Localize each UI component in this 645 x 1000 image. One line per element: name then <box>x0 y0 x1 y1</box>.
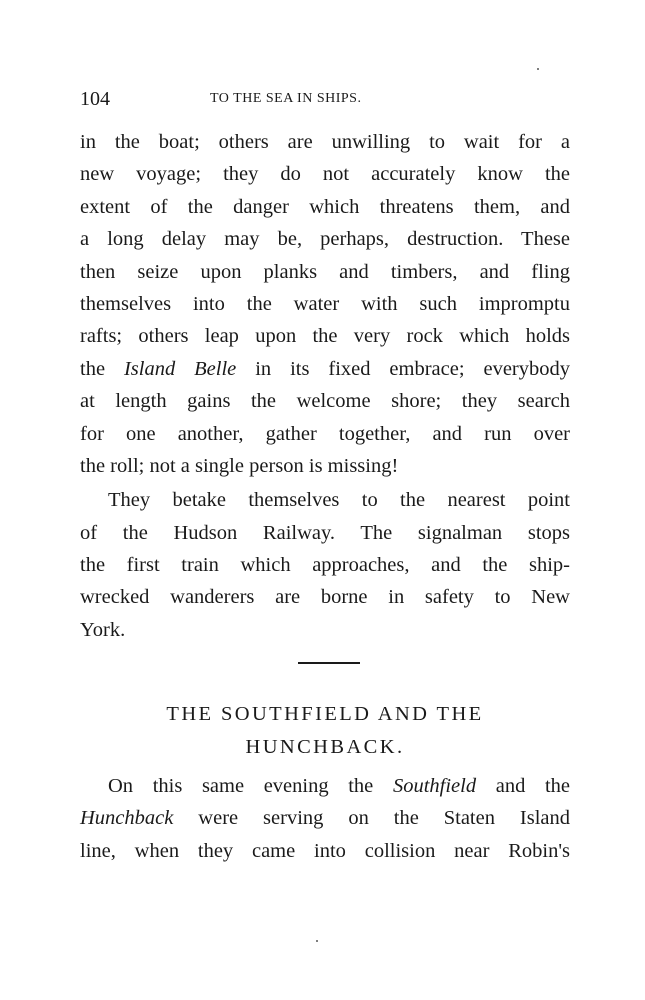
text-line: the first train which approaches, and the ship- <box>80 554 570 577</box>
ship-name-hunchback: Hunchback <box>80 807 174 830</box>
paragraph-1 <box>80 126 570 482</box>
running-title: TO THE SEA IN SHIPS. <box>210 91 362 106</box>
ship-name-southfield: Southfield <box>392 775 477 797</box>
heading-line: HUNCHBACK. <box>245 736 405 758</box>
text-line <box>80 353 570 385</box>
text-line: the roll; not a single person is missing! <box>80 454 399 477</box>
text-line: line, when they came into collision near Robin's <box>80 839 570 862</box>
text-line: at length gains the welcome shore; they search <box>80 390 570 413</box>
text-line: for one another, gather together, and run over <box>80 422 570 445</box>
ship-name-island-belle: Island Belle <box>123 357 237 380</box>
paper-speck <box>316 940 318 942</box>
page-number: 104 <box>80 88 110 110</box>
text-line: then seize upon planks and timbers, and fling <box>80 260 570 283</box>
text-line: extent of the danger which threatens them, and <box>80 195 570 218</box>
body-text <box>80 126 570 646</box>
text-segment: were serving on the Staten Island <box>173 807 570 830</box>
text-segment: and the <box>476 775 570 797</box>
paper-speck <box>537 68 539 70</box>
text-line: a long delay may be, perhaps, destruction. These <box>80 228 570 251</box>
text-segment: the <box>80 357 124 380</box>
text-line: in the boat; others are unwilling to wait for a <box>80 131 570 153</box>
running-head <box>80 88 570 114</box>
heading-line: THE SOUTHFIELD AND THE <box>166 703 484 725</box>
text-segment: in its fixed embrace; everybody <box>236 357 570 380</box>
text-line: rafts; others leap upon the very rock which holds <box>80 325 570 348</box>
text-line: new voyage; they do not accurately know the <box>80 163 570 186</box>
section-heading <box>80 698 570 764</box>
paragraph-2 <box>80 484 570 646</box>
text-line: They betake themselves to the nearest point <box>108 489 570 512</box>
text-segment: On this same evening the <box>108 775 393 797</box>
text-line: of the Hudson Railway. The signalman stops <box>80 521 570 544</box>
text-line: themselves into the water with such impromptu <box>80 292 570 315</box>
text-line: wrecked wanderers are borne in safety to New <box>80 586 570 609</box>
text-line: York. <box>80 618 126 641</box>
text-line <box>80 770 570 802</box>
paragraph-3 <box>80 770 570 867</box>
section-divider-rule <box>298 662 360 664</box>
text-line <box>80 802 570 834</box>
